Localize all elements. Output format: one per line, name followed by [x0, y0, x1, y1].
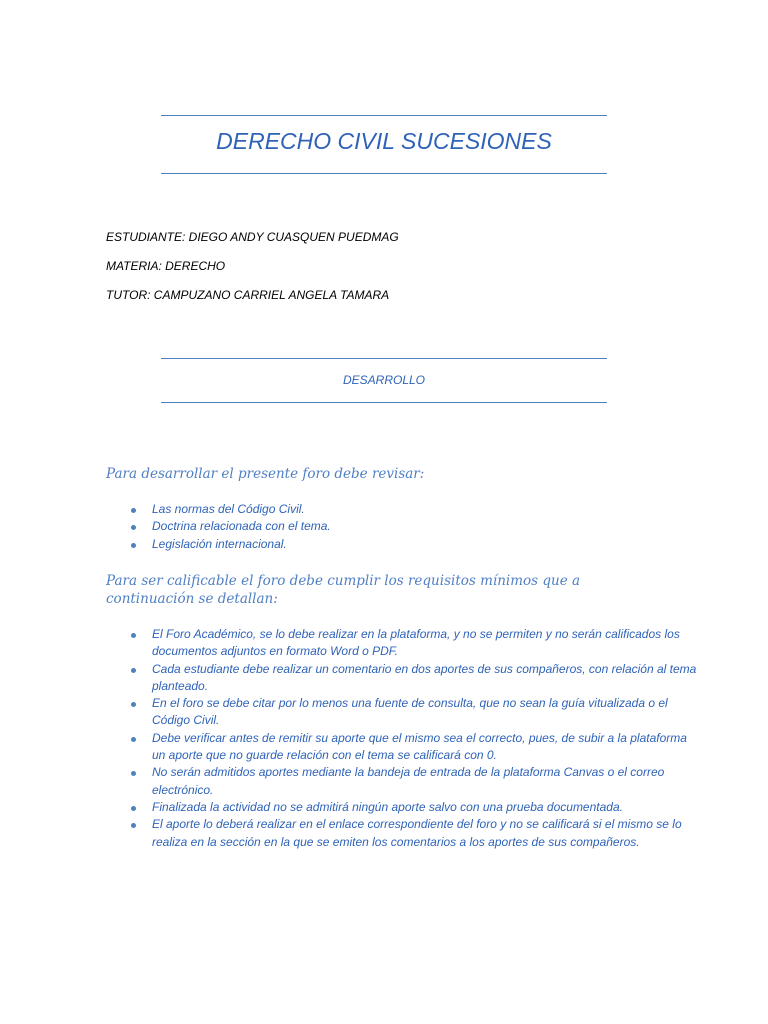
requirements-list: [106, 626, 697, 851]
list-item: Doctrina relacionada con el tema.: [152, 518, 697, 535]
bullet-icon: [131, 806, 136, 811]
list-item: Debe verificar antes de remitir su aporte que el mismo sea el correcto, pues, de subir a la plataforma un aporte que no guarde relación con el tema se calificará con 0.: [152, 730, 697, 765]
list-item: Legislación internacional.: [152, 536, 697, 553]
section-heading: DESARROLLO: [342, 373, 426, 387]
subject-line: MATERIA: DERECHO: [106, 259, 226, 273]
title-bottom-rule: [161, 173, 607, 174]
student-line: ESTUDIANTE: DIEGO ANDY CUASQUEN PUEDMAG: [106, 230, 399, 244]
review-intro: Para desarrollar el presente foro debe revisar:: [106, 466, 425, 482]
bullet-icon: [131, 525, 136, 530]
bullet-icon: [131, 543, 136, 548]
tutor-line: TUTOR: CAMPUZANO CARRIEL ANGELA TAMARA: [106, 288, 390, 302]
bullet-icon: [131, 633, 136, 638]
list-item: No serán admitidos aportes mediante la bandeja de entrada de la plataforma Canvas o el correo electrónico.: [152, 764, 697, 799]
list-item: Finalizada la actividad no se admitirá ningún aporte salvo con una prueba documentada.: [152, 799, 697, 816]
bullet-icon: [131, 823, 136, 828]
review-list: [106, 501, 697, 553]
section-bottom-rule: [161, 402, 607, 403]
list-item: Cada estudiante debe realizar un comentario en dos aportes de sus compañeros, con relación al tema planteado.: [152, 661, 697, 696]
list-item: El Foro Académico, se lo debe realizar en la plataforma, y no se permiten y no serán calificados los documentos adjuntos en formato Word o PDF.: [152, 626, 697, 661]
list-item: En el foro se debe citar por lo menos una fuente de consulta, que no sean la guía vitualizada o el Código Civil.: [152, 695, 697, 730]
list-item: Las normas del Código Civil.: [152, 501, 697, 518]
bullet-icon: [131, 771, 136, 776]
section-top-rule: [161, 358, 607, 359]
bullet-icon: [131, 737, 136, 742]
requirements-intro: Para ser calificable el foro debe cumplir los requisitos mínimos que a continuación se detallan:: [106, 573, 581, 607]
bullet-icon: [131, 702, 136, 707]
title-top-rule: [161, 115, 607, 116]
bullet-icon: [131, 508, 136, 513]
bullet-icon: [131, 668, 136, 673]
list-item: El aporte lo deberá realizar en el enlace correspondiente del foro y no se calificará si el mismo se lo realiza en la sección en la que se emiten los comentarios a los aportes de sus compañeros.: [152, 816, 697, 851]
document-title: DERECHO CIVIL SUCESIONES: [216, 128, 552, 154]
